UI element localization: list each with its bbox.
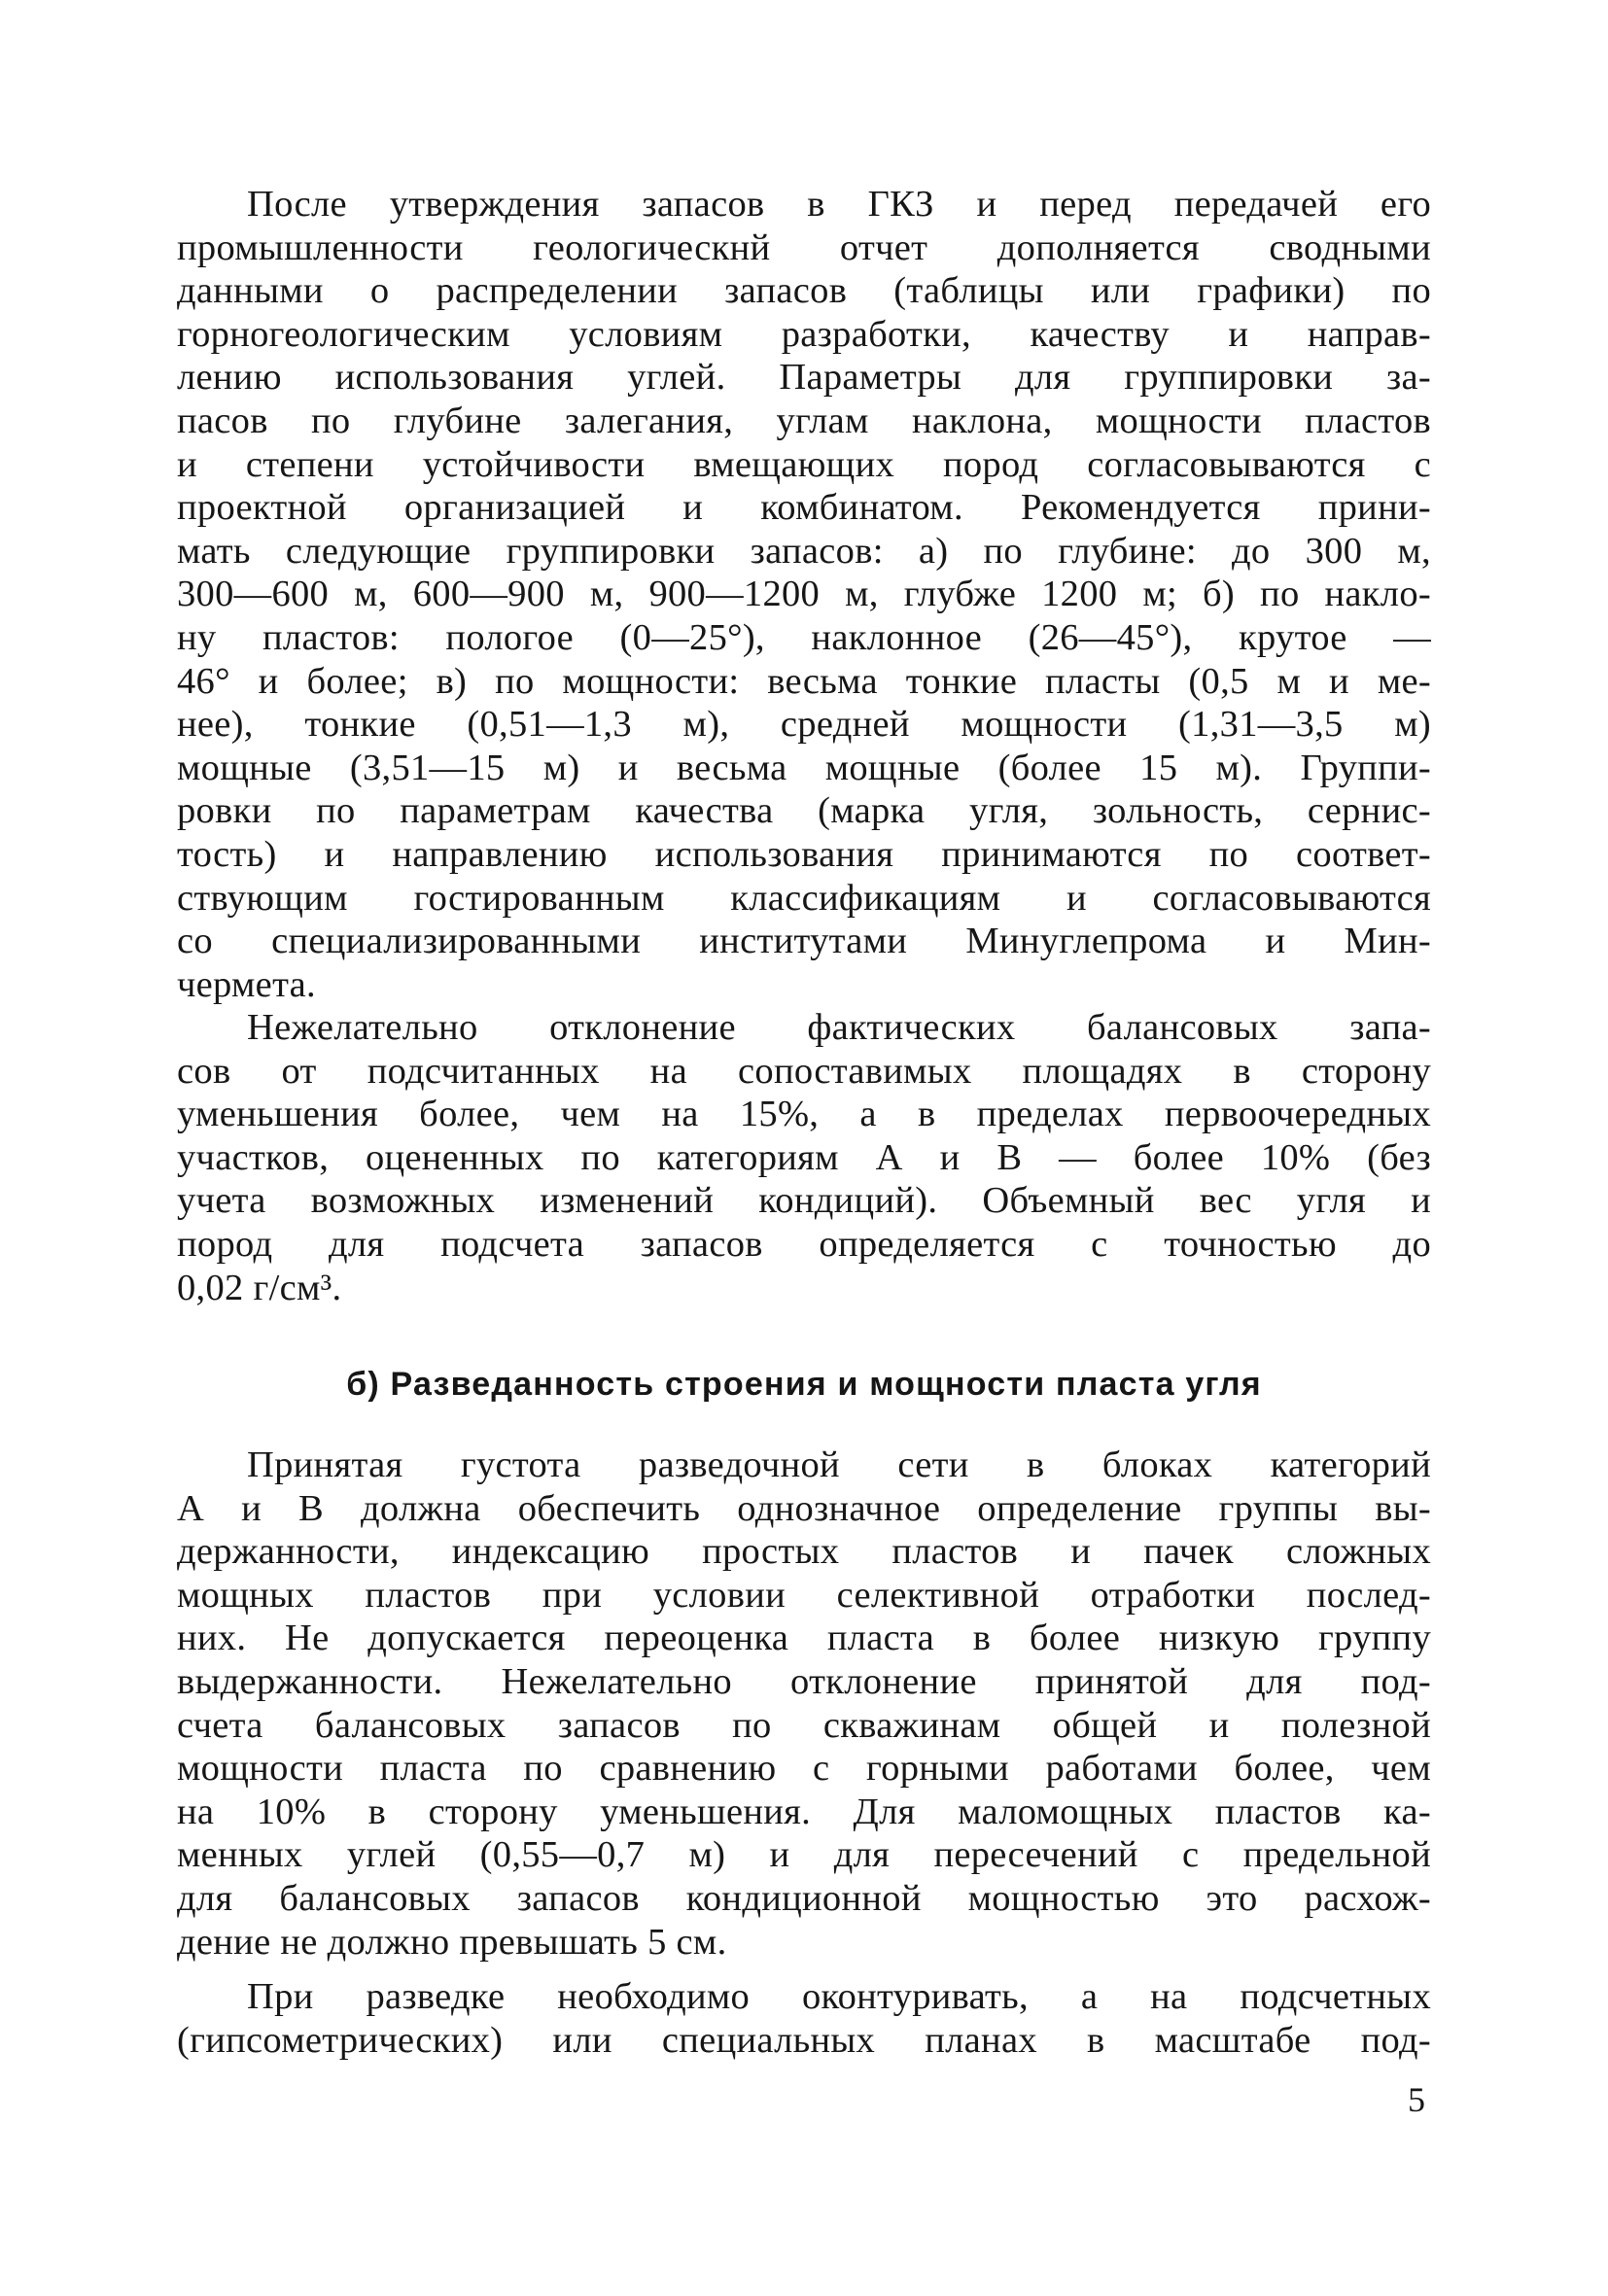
text-line: тость) и направлению использования принимаются по соответ-	[177, 833, 1431, 875]
text-line: и степени устойчивости вмещающих пород согласовываются с	[177, 443, 1431, 485]
text-line: дение не должно превышать 5 см.	[177, 1921, 727, 1963]
text-line: со специализированными институтами Минуглепрома и Мин-	[177, 921, 1431, 962]
text-line: Принятая густота разведочной сети в блоках категорий	[247, 1444, 1431, 1485]
page-number: 5	[1408, 2080, 1425, 2119]
text-line: После утверждения запасов в ГКЗ и перед передачей его	[247, 184, 1431, 225]
text-line: участков, оцененных по категориям А и В — более 10% (без	[177, 1136, 1431, 1178]
text-line: счета балансовых запасов по скважинам общей и полезной	[177, 1704, 1431, 1746]
text-line: менных углей (0,55—0,7 м) и для пересечений с предельной	[177, 1834, 1431, 1876]
text-line: При разведке необходимо оконтуривать, а на подсчетных	[247, 1976, 1431, 2017]
text-line: ровки по параметрам качества (марка угля, зольность, сернис-	[177, 790, 1431, 832]
text-line: 46° и более; в) по мощности: весьма тонкие пласты (0,5 м и ме-	[177, 660, 1431, 702]
text-line: данными о распределении запасов (таблицы или графики) по	[177, 270, 1431, 312]
text-line: нее), тонкие (0,51—1,3 м), средней мощности (1,31—3,5 м)	[177, 704, 1431, 746]
text-line: лению использования углей. Параметры для группировки за-	[177, 357, 1431, 399]
text-line: проектной организацией и комбинатом. Рекомендуется прини-	[177, 487, 1431, 529]
text-line: выдержанности. Нежелательно отклонение принятой для под-	[177, 1660, 1431, 1702]
text-line: промышленности геологическнй отчет дополняется сводными	[177, 226, 1431, 268]
text-line: для балансовых запасов кондиционной мощностью это расхож-	[177, 1877, 1431, 1919]
text-line: сов от подсчитанных на сопоставимых площадях в сторону	[177, 1050, 1431, 1092]
section-heading: б) Разведанность строения и мощности пласта угля	[346, 1366, 1262, 1403]
text-line: пород для подсчета запасов определяется с точностью до	[177, 1223, 1431, 1265]
text-line: на 10% в сторону уменьшения. Для маломощных пластов ка-	[177, 1791, 1431, 1832]
text-line: пасов по глубине залегания, углам наклона, мощности пластов	[177, 400, 1431, 441]
paragraph-exploration-density	[177, 1444, 1431, 1964]
text-line: Нежелательно отклонение фактических балансовых запа-	[247, 1007, 1431, 1048]
text-line: ствующим гостированным классификациям и согласовываются	[177, 877, 1431, 919]
text-line: (гипсометрических) или специальных планах в масштабе под-	[177, 2019, 1431, 2061]
text-line: мать следующие группировки запасов: а) по глубине: до 300 м,	[177, 530, 1431, 572]
text-line: ну пластов: пологое (0—25°), наклонное (26—45°), крутое —	[177, 616, 1431, 658]
paragraph-deviation	[177, 1006, 1431, 1309]
text-line: горногеологическим условиям разработки, качеству и направ-	[177, 313, 1431, 355]
text-line: чермета.	[177, 963, 316, 1005]
text-line: них. Не допускается переоценка пласта в более низкую группу	[177, 1618, 1431, 1659]
text-line: мощности пласта по сравнению с горными работами более, чем	[177, 1748, 1431, 1790]
text-line: мощные (3,51—15 м) и весьма мощные (более 15 м). Группи-	[177, 747, 1431, 788]
paragraph-contouring	[177, 1975, 1431, 2062]
text-line: А и В должна обеспечить однозначное определение группы вы-	[177, 1487, 1431, 1529]
text-line: уменьшения более, чем на 15%, а в пределах первоочередных	[177, 1094, 1431, 1135]
text-line: 0,02 г/см³.	[177, 1267, 342, 1308]
paragraph-reserve-grouping	[177, 183, 1431, 1006]
text-line: мощных пластов при условии селективной отработки послед-	[177, 1574, 1431, 1616]
text-line: держанности, индексацию простых пластов и пачек сложных	[177, 1531, 1431, 1573]
text-line: учета возможных изменений кондиций). Объемный вес угля и	[177, 1180, 1431, 1222]
text-line: 300—600 м, 600—900 м, 900—1200 м, глубже 1200 м; б) по накло-	[177, 574, 1431, 615]
